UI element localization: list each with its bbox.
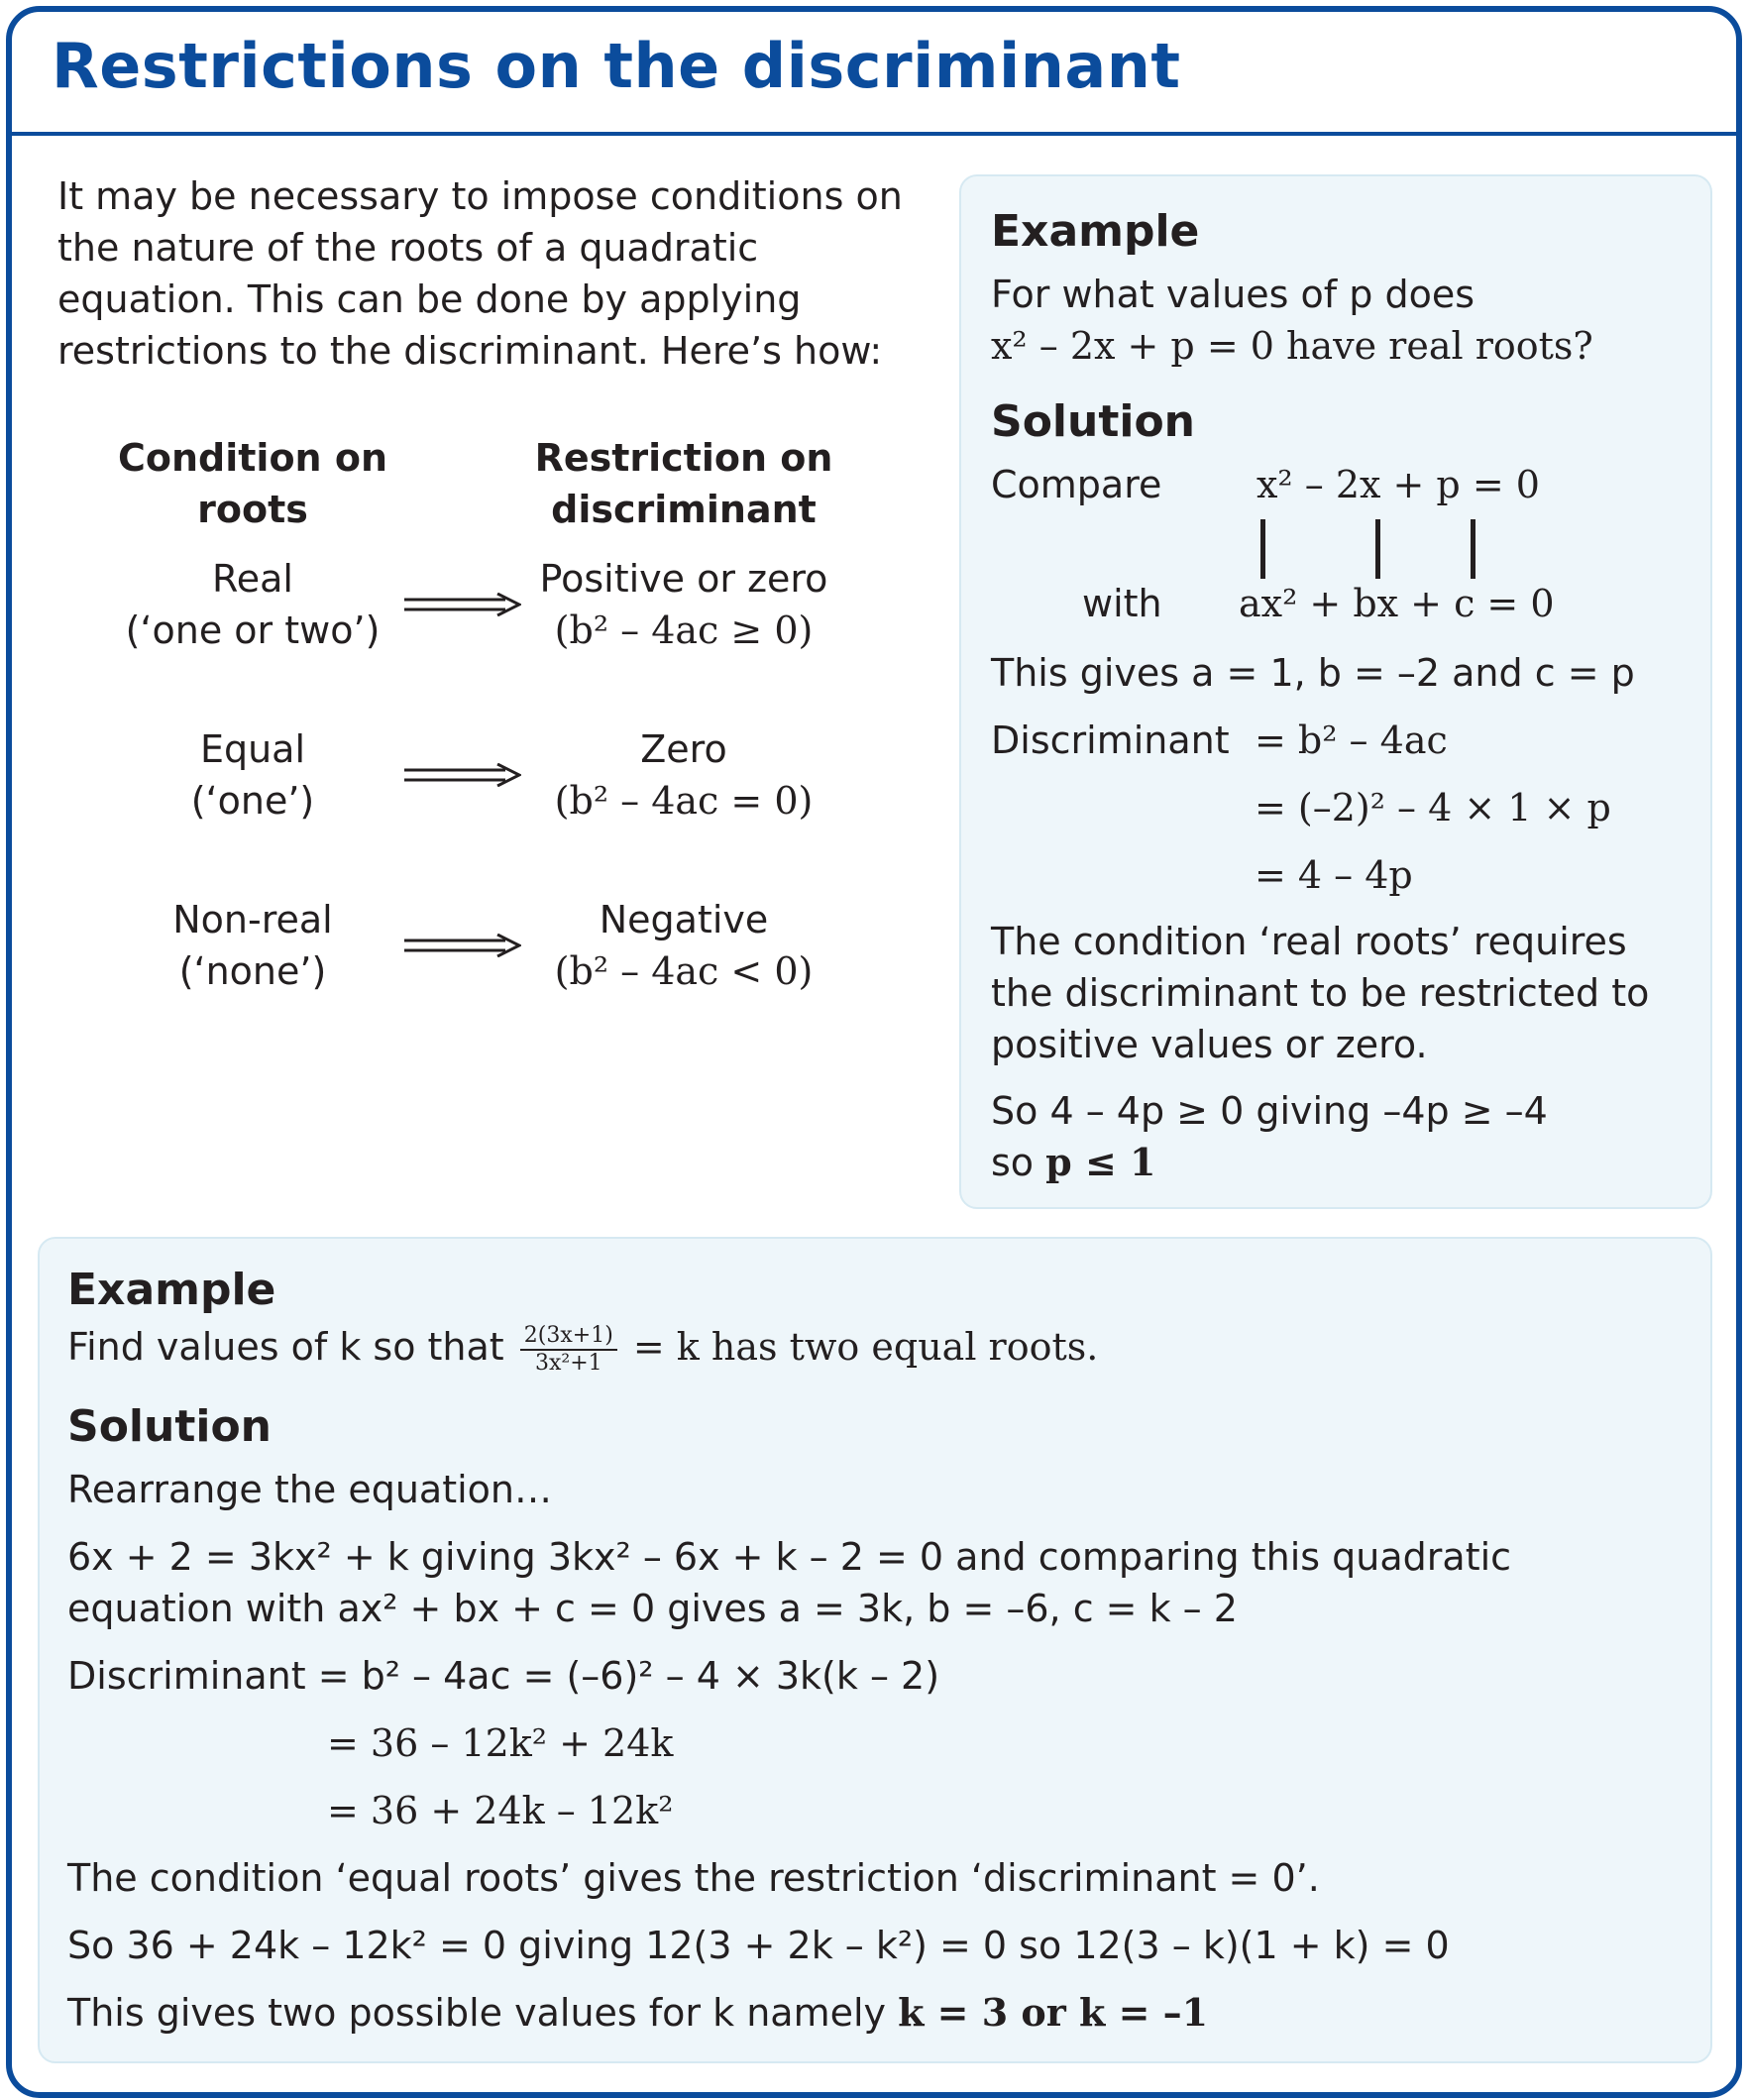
solution-heading: Solution [991,396,1195,447]
question-line-2: x² – 2x + p = 0 have real roots? [991,324,1593,368]
discriminant-label: Discriminant [991,718,1230,762]
col-header-condition: Condition on roots [117,436,387,531]
rearrange-line: Rearrange the equation… [67,1468,552,1511]
discriminant-step-3: = 4 – 4p [1255,853,1413,897]
intro-paragraph: It may be necessary to impose conditions on the nature of the roots of a quadratic equation. This can be done by applying restrictions to the discriminant. Here’s how: [57,174,903,373]
so-line: So 36 + 24k – 12k² = 0 giving 12(3 + 2k – k²) = 0 so 12(3 – k)(1 + k) = 0 [67,1924,1450,1967]
example-heading: Example [67,1265,276,1315]
restriction-math: (b² – 4ac < 0) [554,949,814,993]
implies-arrow-icon [402,934,521,957]
restriction-math: (b² – 4ac ≥ 0) [554,608,814,652]
condition-note: (‘one’) [190,779,315,823]
step-line-2: equation with ax² + bx + c = 0 gives a = 3k, b = –6, c = k – 2 [67,1587,1238,1630]
discriminant-step-2: = (–2)² – 4 × 1 × p [1255,786,1611,829]
condition-nonreal [89,894,416,997]
step-line-1: 6x + 2 = 3kx² + k giving 3kx² – 6x + k – 2 = 0 and comparing this quadratic [67,1535,1512,1579]
condition-label: Real [212,557,293,601]
with-label: with [1082,582,1162,625]
compare-bar-c [1471,519,1475,579]
example-heading: Example [991,206,1200,257]
question-line-1: For what values of p does [991,273,1475,316]
implies-arrow-icon [402,593,521,616]
restriction-label: Zero [640,727,727,771]
so-prefix: so [991,1141,1035,1184]
compare-bar-a [1260,519,1265,579]
fraction-denominator: 3x²+1 [534,1350,602,1376]
question-prefix: Find values of k so that [67,1325,504,1369]
restriction-label: Positive or zero [539,557,828,601]
restriction-negative [515,894,852,997]
restriction-math: (b² – 4ac = 0) [554,779,814,823]
condition-note: (‘one or two’) [125,608,381,652]
implies-arrow-icon [402,763,521,787]
restriction-label: Negative [599,898,769,941]
condition-note: (‘none’) [178,949,327,993]
condition-label: Non-real [172,898,333,941]
so-line-2 [991,1138,1155,1187]
fraction-numerator: 2(3x+1) [520,1323,617,1351]
compare-bar-b [1375,519,1380,579]
title-divider [12,132,1736,136]
final-answer: k = 3 or k = –1 [898,1990,1209,2035]
compare-equation: x² – 2x + p = 0 [1256,463,1540,506]
discriminant-line-1: Discriminant = b² – 4ac = (–6)² – 4 × 3k(k – 2) [67,1654,940,1698]
condition-equal [89,723,416,827]
final-line [67,1988,1208,2038]
condition-text: The condition ‘real roots’ requires the discriminant to be restricted to positive values or zero. [991,920,1650,1066]
discriminant-step-1: = b² – 4ac [1255,718,1448,762]
final-prefix: This gives two possible values for k namely [67,1991,887,2035]
restriction-positive [515,553,852,656]
solution-heading: Solution [67,1401,272,1452]
compare-label: Compare [991,463,1162,506]
discriminant-line-2: = 36 – 12k² + 24k [327,1721,674,1765]
fraction [520,1323,617,1377]
condition-label: Equal [199,727,306,771]
condition-real [89,553,416,656]
question-suffix: = k has two equal roots. [632,1325,1099,1369]
restriction-zero [515,723,852,827]
condition-text: The condition ‘equal roots’ gives the restriction ‘discriminant = 0’. [67,1856,1320,1900]
page-title: Restrictions on the discriminant [52,30,1181,102]
with-equation: ax² + bx + c = 0 [1239,582,1555,625]
question-line [67,1322,1098,1377]
col-header-restriction: Restriction on discriminant [534,436,833,531]
so-line-1: So 4 – 4p ≥ 0 giving –4p ≥ –4 [991,1089,1548,1133]
discriminant-line-3: = 36 + 24k – 12k² [327,1789,674,1832]
answer-p: p ≤ 1 [1045,1140,1156,1184]
gives-line: This gives a = 1, b = –2 and c = p [991,651,1635,695]
